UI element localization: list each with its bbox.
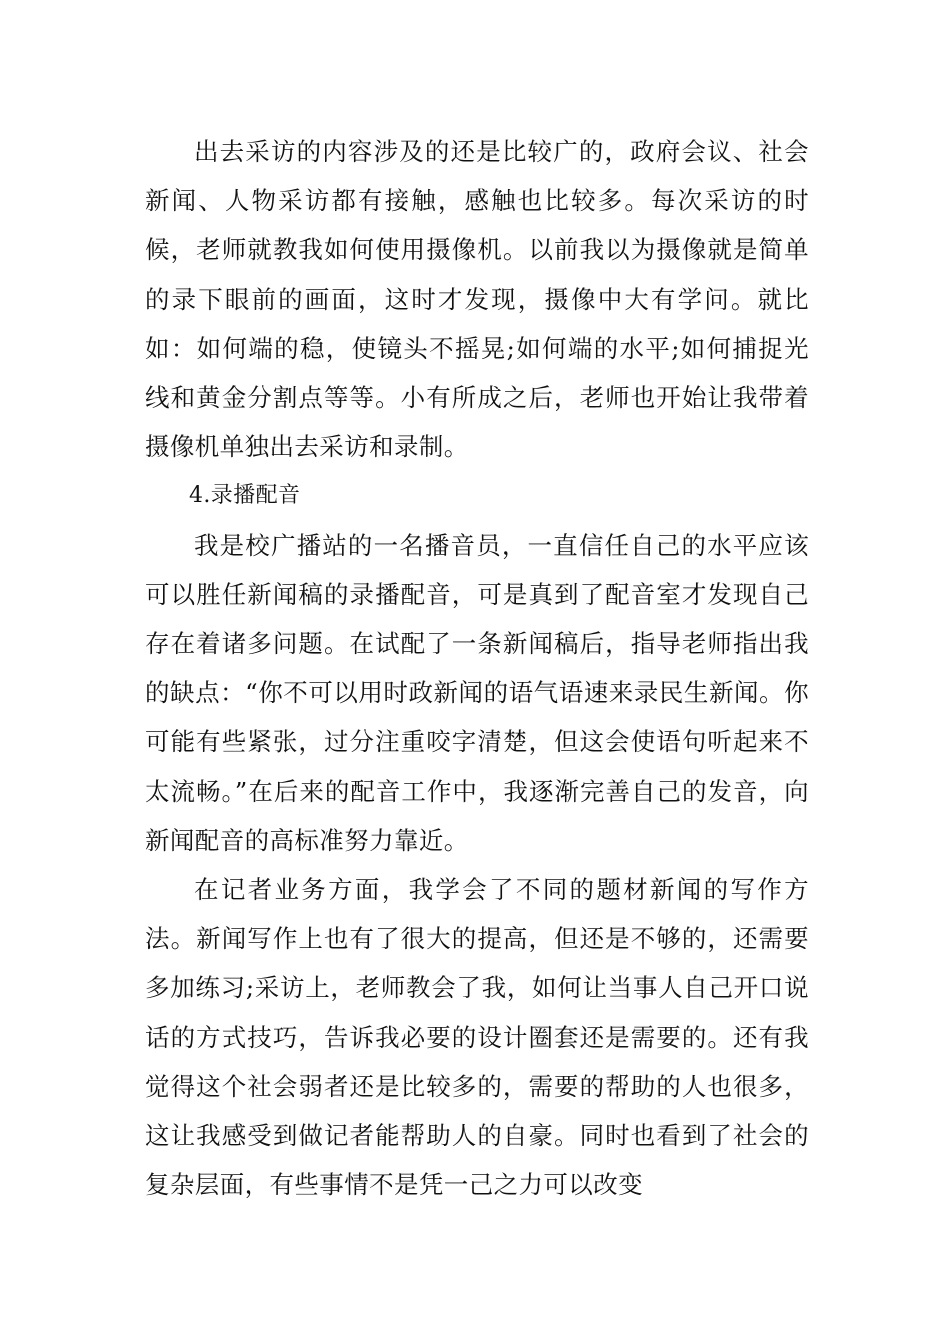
paragraph-dubbing-experience: 我是校广播站的一名播音员，一直信任自己的水平应该可以胜任新闻稿的录播配音，可是真到了配音室才发现自己存在着诸多问题。在试配了一条新闻稿后，指导老师指出我的缺点：“你不可以用时政新闻的语气语速来录民生新闻。你可能有些紧张，过分注重咬字清楚，但这会使语句听起来不太流畅。”在后来的配音工作中，我逐渐完善自己的发音，向新闻配音的高标准努力靠近。 bbox=[145, 530, 809, 855]
document-body bbox=[145, 127, 809, 1209]
paragraph-interview-experience: 出去采访的内容涉及的还是比较广的，政府会议、社会新闻、人物采访都有接触，感触也比较多。每次采访的时候，老师就教我如何使用摄像机。以前我以为摄像就是简单的录下眼前的画面，这时才发现，摄像中大有学问。就比如：如何端的稳，使镜头不摇晃;如何端的水平;如何捕捉光线和黄金分割点等等。小有所成之后，老师也开始让我带着摄像机单独出去采访和录制。 bbox=[145, 137, 809, 462]
paragraph-reporter-skills: 在记者业务方面，我学会了不同的题材新闻的写作方法。新闻写作上也有了很大的提高，但还是不够的，还需要多加练习;采访上，老师教会了我，如何让当事人自己开口说话的方式技巧，告诉我必要的设计圈套还是需要的。还有我觉得这个社会弱者还是比较多的，需要的帮助的人也很多，这让我感受到做记者能帮助人的自豪。同时也看到了社会的复杂层面，有些事情不是凭一己之力可以改变 bbox=[145, 875, 809, 1200]
section-heading-recording-dubbing: 4.录播配音 bbox=[189, 483, 301, 509]
